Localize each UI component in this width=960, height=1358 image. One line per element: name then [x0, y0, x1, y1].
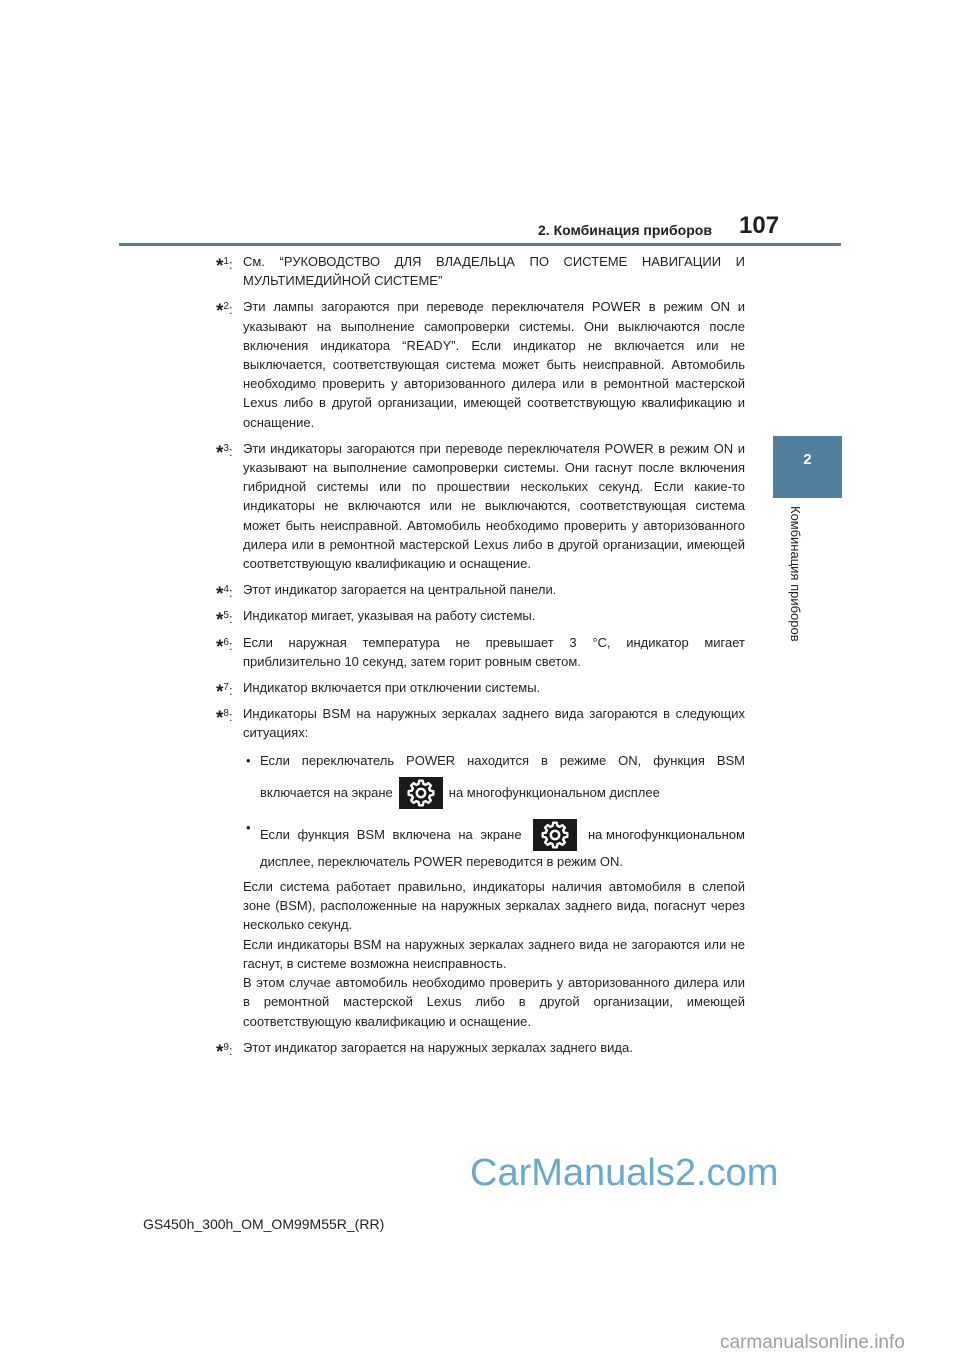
gear-icon — [399, 777, 443, 809]
footnote-text: Эти лампы загораются при переводе переключателя POWER в режим ON и указывают на выполнение самопроверки системы. Они выключаются после включения индикатора “READY”. Если индикатор не включается или не выключается, соответствующая система может быть неисправной. Автомобиль необходимо проверить у авторизованного дилера или в ремонтной мастерской Lexus либо в другой организации, имеющей соответствующую квалификацию и оснащение. — [243, 299, 745, 430]
footnote-8 — [216, 704, 745, 1030]
footnote-9 — [216, 1038, 745, 1063]
footnote-number: 5 — [223, 610, 229, 622]
footnote-6 — [216, 633, 745, 671]
footnote-text: Индикаторы BSM на наружных зеркалах заднего вида загораются в следующих ситуациях: — [243, 706, 745, 741]
page-number: 107 — [739, 212, 780, 239]
footnote-marker: *$^7$: — [216, 682, 233, 704]
footnote-text: Если наружная температура не превышает 3 °C, индикатор мигает приблизительно 10 секунд, затем горит ровным светом. — [243, 634, 745, 669]
header-rule — [119, 243, 841, 246]
watermark-logo: CarManuals2.com — [470, 1152, 779, 1194]
footnote-marker: *$^4$: — [216, 584, 233, 606]
footnote-marker: *$^8$: — [216, 708, 233, 730]
footnote-text: Индикатор мигает, указывая на работу системы. — [243, 608, 536, 624]
notes-content — [216, 252, 745, 1064]
bullet-text: на многофункциональном дисплее — [448, 785, 660, 801]
bullet-text: дисплее, переключатель POWER переводится в режим ON. — [260, 853, 623, 869]
footnote-7 — [216, 678, 745, 704]
footnote-text: Этот индикатор загорается на наружных зеркалах заднего вида. — [243, 1039, 633, 1055]
footnote-3 — [216, 439, 745, 573]
chapter-side-label — [785, 506, 805, 650]
footnote-marker: *$^9$: — [216, 1041, 233, 1063]
gear-icon — [533, 819, 577, 851]
paragraph: В этом случае автомобиль необходимо проверить у авторизованного дилера или в ремонтной мастерской Lexus либо в другой организации, имеющей соответствующую квалификацию и оснащение. — [243, 975, 745, 1029]
footnote-marker: *$^1$: — [216, 256, 233, 277]
footnote-number: 9 — [223, 1041, 229, 1053]
footnote-text: Индикатор включается при отключении системы. — [243, 680, 541, 696]
footnote-5 — [216, 606, 745, 632]
bullet-dot: • — [246, 752, 251, 768]
bullet-dot: • — [246, 819, 251, 835]
footnote-number: 3 — [223, 442, 229, 454]
footnote-text: Этот индикатор загорается на центральной панели. — [243, 582, 557, 598]
footnote-number: 2 — [223, 301, 229, 313]
bullet-text: включается на экране — [260, 785, 393, 801]
footnote-2 — [216, 297, 745, 431]
header-section-title: 2. Комбинация приборов — [538, 222, 712, 238]
bullet-text: на многофункциональном — [587, 827, 745, 843]
footnote-marker: *$^2$: — [216, 301, 233, 323]
footnote-number: 8 — [223, 708, 229, 720]
footnote-number: 4 — [223, 584, 229, 596]
chapter-tab-rule — [773, 495, 842, 498]
chapter-tab[interactable] — [773, 436, 842, 495]
bullet-icon-line — [260, 818, 745, 852]
footnote-marker: *$^6$: — [216, 636, 233, 658]
chapter-side-label-text: Комбинация приборов — [788, 506, 803, 642]
footnote-marker: *$^3$: — [216, 442, 233, 464]
footnote-1 — [216, 252, 745, 290]
watermark-site: carmanualsonline.info — [720, 1332, 905, 1353]
bullet-item — [243, 818, 745, 871]
bullet-text: Если функция BSM включена на экране — [260, 827, 522, 843]
footnote-number: 1 — [223, 256, 229, 267]
footnote-text: См. “РУКОВОДСТВО ДЛЯ ВЛАДЕЛЬЦА ПО СИСТЕМЕ НАВИГАЦИИ И МУЛЬТИМЕДИЙНОЙ СИСТЕМЕ” — [243, 254, 745, 289]
document-code: GS450h_300h_OM_OM99M55R_(RR) — [143, 1216, 385, 1232]
footnote-number: 7 — [223, 682, 229, 694]
paragraph: Если индикаторы BSM на наружных зеркалах заднего вида не загораются или не гаснут, в системе возможна неисправность. — [243, 936, 745, 971]
paragraph: Если система работает правильно, индикаторы наличия автомобиля в слепой зоне (BSM), расположенные на наружных зеркалах заднего вида, погаснут через несколько секунд. — [243, 879, 745, 933]
footnote-4 — [216, 580, 745, 606]
bullet-text: Если переключатель POWER находится в режиме ON, функция BSM — [260, 752, 745, 768]
bullet-item — [243, 751, 745, 810]
footnote-marker: *$^5$: — [216, 610, 233, 632]
footnote-text: Эти индикаторы загораются при переводе переключателя POWER в режим ON и указывают на выполнение самопроверки системы. Они гаснут после включения гибридной системы или по прошествии нескольких секунд. Если какие-то индикаторы не включаются или не выключаются, соответствующая система может быть неисправной. Автомобиль необходимо проверить у авторизованного дилера или в ремонтной мастерской Lexus либо в другой организации, имеющей соответствующую квалификацию и оснащение. — [243, 440, 745, 572]
footnote-number: 6 — [223, 636, 229, 648]
chapter-tab-number: 2 — [803, 451, 812, 468]
bullet-icon-line — [260, 776, 745, 810]
